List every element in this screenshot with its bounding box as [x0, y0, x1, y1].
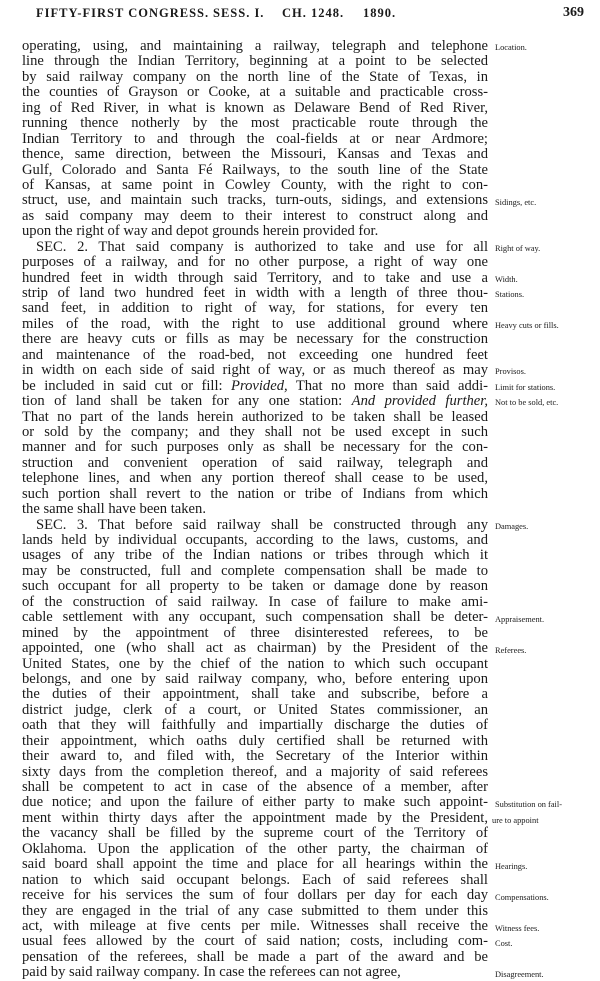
text-line: thence, same direction, between the Missouri, Kansas and Texas and [22, 147, 488, 163]
text-line: in width on each side of said right of way, or as much thereof as may [22, 363, 488, 379]
page-number: 369 [563, 5, 584, 20]
text-line: there are heavy cuts or fills as may be necessary for the construction [22, 332, 488, 348]
text-line: hundred feet in width through said Territory, and to take and use a [22, 270, 488, 286]
statute-text [22, 39, 488, 981]
text-line: they are engaged in the trial of any case submitted to them under this [22, 903, 488, 919]
text-line: struction and convenient operation of said railway, telegraph and [22, 455, 488, 471]
text-line: strip of land two hundred feet in width with a length of three thou- [22, 286, 488, 301]
text-line: their appointment, which oaths duly certified shall be returned with [22, 733, 488, 749]
text-line: ing of Red River, in what is known as Delaware Bend of Red River, [22, 100, 488, 116]
text-line: usages of any tribe of the Indian nations or tribes through which it [22, 548, 488, 564]
text-line: That no part of the lands herein authorized to be taken shall be leased [22, 409, 488, 425]
text-line: usual fees allowed by the court of said nation; costs, including com- [22, 934, 488, 950]
margin-note: Right of way. [495, 243, 541, 253]
text-line: manner and for such purposes only as shall be necessary for the con- [22, 440, 488, 456]
margin-note: Width. [495, 274, 518, 284]
text-line: United States, one by the chief of the nation to which such occupant [22, 656, 488, 672]
text-line: sand feet, in addition to right of way, for stations, for every ten [22, 301, 488, 317]
margin-note: Limit for stations. [495, 382, 556, 392]
session-label: SESS. I. [213, 6, 265, 20]
margin-note: ure to appoint [492, 815, 539, 825]
text-line: line through the Indian Territory, beginning at a point to be selected [22, 54, 488, 70]
margin-note: Sidings, etc. [495, 197, 537, 207]
congress-title: FIFTY-FIRST CONGRESS. [36, 6, 210, 20]
margin-notes [492, 0, 600, 979]
text-line: their award to, and filed with, the Secretary of the Interior within [22, 749, 488, 765]
text-line: oath that they will faithfully and impartially discharge the duties of [22, 718, 488, 734]
text-line: by said railway company on the north line of the State of Texas, in [22, 69, 488, 85]
text-line: lands held by individual occupants, according to the laws, customs, and [22, 533, 488, 548]
text-line: nation to which said occupant belongs. Each of said referees shall [22, 872, 488, 888]
text-line: the vacancy shall be filled by the supreme court of the Territory of [22, 826, 488, 842]
margin-note: Appraisement. [495, 614, 545, 624]
year-label: 1890. [363, 6, 397, 20]
margin-note: Cost. [495, 939, 513, 949]
text-line: miles of the road, with the right to use additional ground where [22, 316, 488, 332]
margin-note: Hearings. [495, 861, 528, 871]
text-line: upon the right of way and depot grounds herein provided for. [22, 224, 379, 240]
margin-note: Not to be sold, etc. [495, 398, 559, 408]
text-line: of the construction of said railway. In case of failure to make ami- [22, 594, 488, 610]
text-line: receive for his services the sum of four dollars per day for each day [22, 888, 488, 904]
text-line: be included in said cut or fill: Provided, That no more than said addi- [22, 378, 488, 394]
margin-note: Heavy cuts or fills. [495, 321, 559, 331]
text-line: and maintenance of the road-bed, not exceeding one hundred feet [22, 347, 488, 363]
text-line: such occupant for all property to be taken or damage done by reason [22, 579, 488, 595]
text-line: due notice; and upon the failure of either party to make such appoint- [22, 795, 488, 811]
text-line: Indian Territory to and through the coal-fields at or near Ardmore; [22, 131, 488, 147]
text-line: telephone lines, and when any portion thereof shall cease to be used, [22, 471, 488, 487]
text-line: cable settlement with any occupant, such compensation shall be deter- [22, 610, 488, 626]
chapter-label: CH. 1248. [282, 6, 345, 20]
text-line: ment within thirty days after the appointment made by the President, [22, 810, 488, 826]
text-line: the counties of Grayson or Cooke, at a suitable and practicable cross- [22, 85, 488, 101]
margin-note: Substitution on fail- [495, 800, 562, 810]
text-line: paid by said railway company. In case the referees can not agree, [22, 965, 401, 981]
text-line: operating, using, and maintaining a railway, telegraph and telephone [22, 39, 488, 54]
text-line: running thence notherly by the most practicable route through the [22, 116, 488, 132]
margin-note: Compensations. [495, 892, 549, 902]
text-line: shall be competent to act in case of the absence of a member, after [22, 780, 488, 795]
text-line: Oklahoma. Upon the application of the other party, the chairman of [22, 841, 488, 857]
text-line: mined by the appointment of three disinterested referees, to be [22, 625, 488, 641]
text-line: said board shall appoint the time and place for all hearings within the [22, 857, 488, 873]
text-line: the same shall have been taken. [22, 502, 206, 518]
text-line: Gulf, Colorado and Santa Fé Railways, to the south line of the State [22, 162, 488, 178]
text-line: of Kansas, at same point in Cowley County, with the right to con- [22, 177, 488, 193]
text-line: struct, use, and maintain such tracks, turn-outs, sidings, and extensions [22, 193, 488, 209]
text-line: sixty days from the completion thereof, and a majority of said referees [22, 764, 488, 780]
margin-note: Damages. [495, 521, 529, 531]
margin-note: Provisos. [495, 367, 526, 377]
text-line: act, with mileage at five cents per mile. Witnesses shall receive the [22, 918, 488, 934]
text-line: or sold by the company; and they shall not be used except in such [22, 424, 488, 440]
text-line: appointed, one (who shall act as chairman) by the President of the [22, 641, 488, 657]
text-line: such portion shall revert to the nation or tribe of Indians from which [22, 486, 488, 502]
margin-note: Witness fees. [495, 923, 540, 933]
text-line: SEC. 3. That before said railway shall be constructed through any [36, 517, 488, 533]
text-line: purposes of a railway, and for no other purpose, a right of way one [22, 255, 488, 271]
text-line: tion of land shall be taken for any one station: And provided further, [22, 394, 488, 410]
text-line: may be constructed, full and complete compensation shall be made to [22, 563, 488, 579]
text-line: belongs, and one by said railway company, who, before entering upon [22, 671, 488, 687]
text-line: SEC. 2. That said company is authorized to take and use for all [36, 239, 488, 255]
text-line: pensation of the referees, shall be made a part of the award and be [22, 949, 488, 965]
margin-note: Stations. [495, 290, 525, 300]
text-line: district judge, clerk of a court, or United States commissioner, an [22, 702, 488, 718]
margin-note: Location. [495, 43, 527, 52]
margin-note: Disagreement. [495, 970, 544, 979]
text-line: the duties of their appointment, shall take and subscribe, before a [22, 687, 488, 703]
text-line: as said company may deem to their interest to construct along and [22, 208, 488, 224]
margin-note: Referees. [495, 645, 527, 655]
